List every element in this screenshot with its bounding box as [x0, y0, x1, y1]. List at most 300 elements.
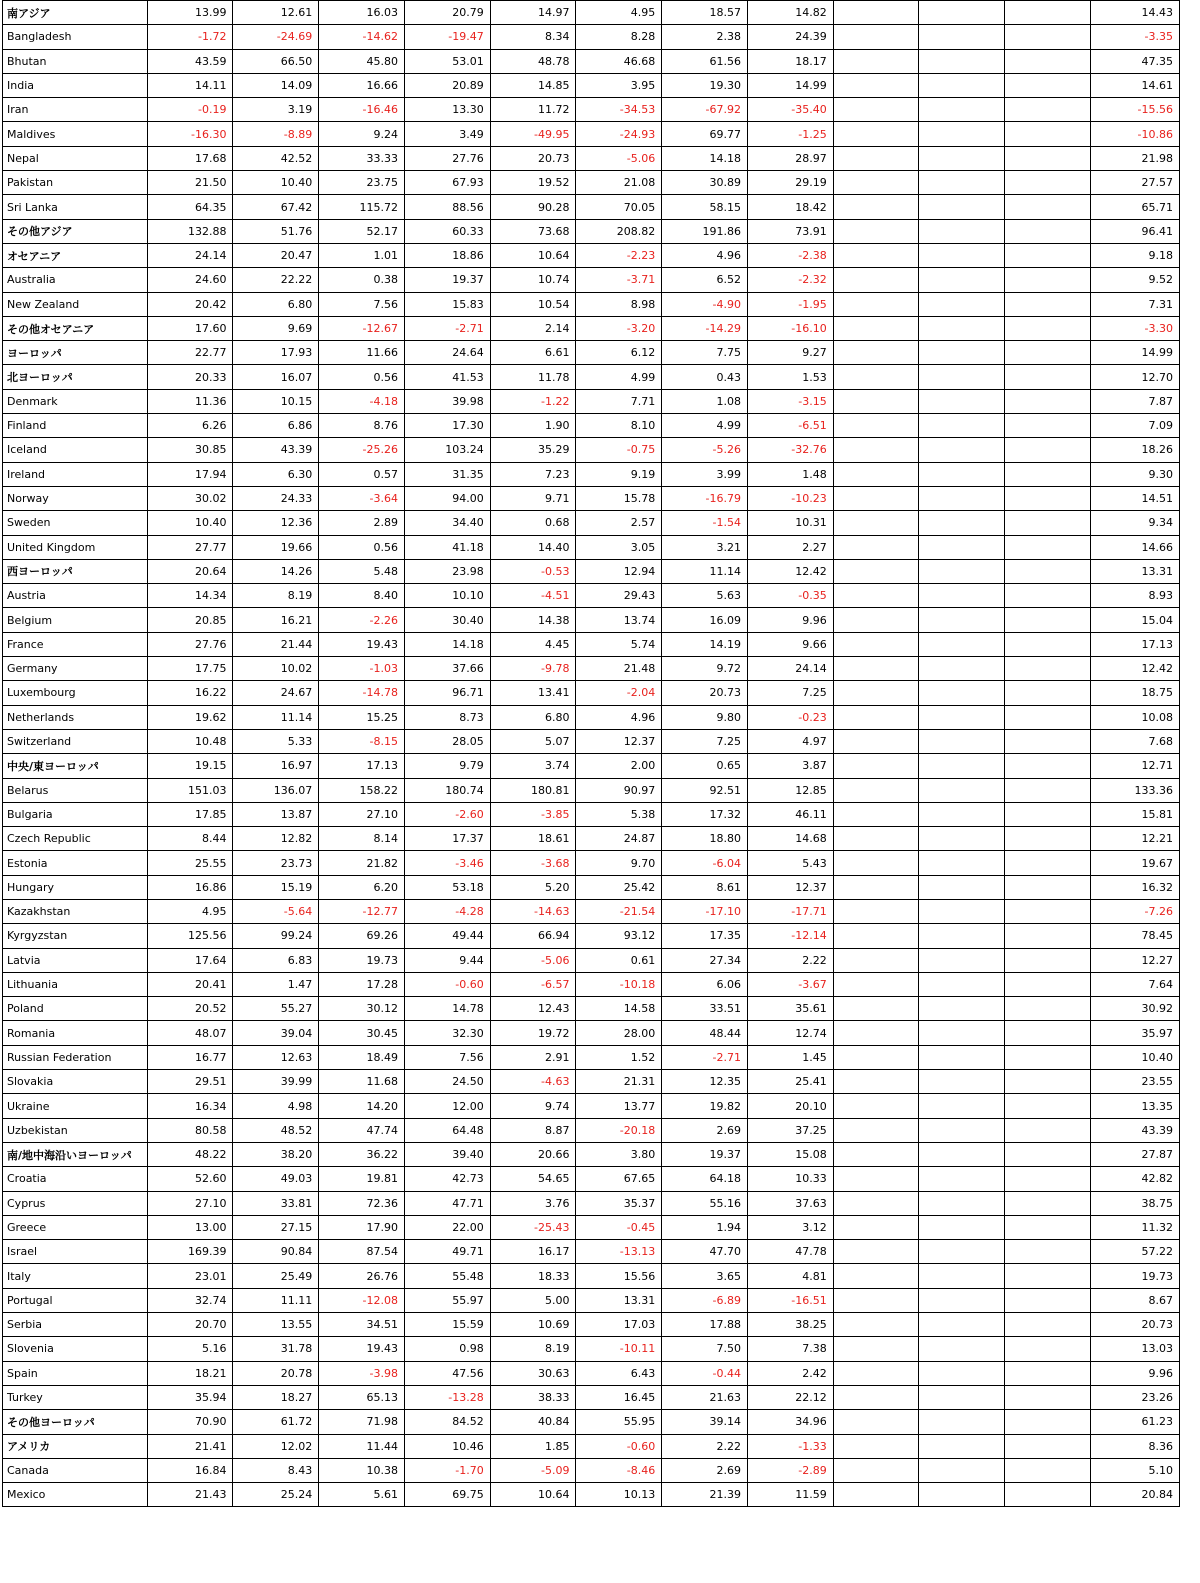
- value-cell: 1.08: [662, 389, 748, 413]
- value-cell: 60.33: [404, 219, 490, 243]
- value-cell: -20.18: [576, 1118, 662, 1142]
- value-cell: 18.57: [662, 1, 748, 25]
- value-cell: 24.67: [233, 681, 319, 705]
- value-cell: 5.00: [490, 1288, 576, 1312]
- value-cell: -17.71: [747, 899, 833, 923]
- empty-cell: [833, 49, 919, 73]
- row-label: Luxembourg: [3, 681, 148, 705]
- table-body: [3, 1, 1180, 1507]
- empty-cell: [833, 1118, 919, 1142]
- empty-cell: [833, 219, 919, 243]
- table-row: [3, 972, 1180, 996]
- empty-cell: [1005, 535, 1091, 559]
- empty-cell: [1005, 341, 1091, 365]
- empty-cell: [833, 73, 919, 97]
- value-cell: 8.98: [576, 292, 662, 316]
- value-cell: 13.31: [576, 1288, 662, 1312]
- value-cell: 12.35: [662, 1070, 748, 1094]
- average-cell: 9.30: [1090, 462, 1179, 486]
- empty-cell: [1005, 1385, 1091, 1409]
- value-cell: -4.63: [490, 1070, 576, 1094]
- value-cell: 8.43: [233, 1458, 319, 1482]
- value-cell: 41.18: [404, 535, 490, 559]
- value-cell: 51.76: [233, 219, 319, 243]
- value-cell: 2.22: [747, 948, 833, 972]
- row-label: Belgium: [3, 608, 148, 632]
- value-cell: 5.38: [576, 802, 662, 826]
- value-cell: 27.15: [233, 1215, 319, 1239]
- value-cell: 69.75: [404, 1483, 490, 1507]
- value-cell: 19.43: [319, 1337, 405, 1361]
- average-cell: 16.32: [1090, 875, 1179, 899]
- value-cell: -0.75: [576, 438, 662, 462]
- average-cell: 11.32: [1090, 1215, 1179, 1239]
- value-cell: 53.01: [404, 49, 490, 73]
- row-label: Turkey: [3, 1385, 148, 1409]
- value-cell: 11.14: [662, 559, 748, 583]
- value-cell: 73.91: [747, 219, 833, 243]
- average-cell: -7.26: [1090, 899, 1179, 923]
- value-cell: 3.12: [747, 1215, 833, 1239]
- average-cell: 7.68: [1090, 729, 1179, 753]
- value-cell: 8.40: [319, 584, 405, 608]
- table-row: [3, 462, 1180, 486]
- value-cell: -2.32: [747, 268, 833, 292]
- value-cell: 35.61: [747, 997, 833, 1021]
- value-cell: 33.51: [662, 997, 748, 1021]
- value-cell: 10.46: [404, 1434, 490, 1458]
- value-cell: 20.64: [147, 559, 233, 583]
- value-cell: -3.68: [490, 851, 576, 875]
- empty-cell: [1005, 657, 1091, 681]
- value-cell: -16.10: [747, 316, 833, 340]
- empty-cell: [833, 1434, 919, 1458]
- table-row: [3, 1483, 1180, 1507]
- empty-cell: [919, 1, 1005, 25]
- average-cell: 9.34: [1090, 511, 1179, 535]
- value-cell: 16.45: [576, 1385, 662, 1409]
- value-cell: 6.52: [662, 268, 748, 292]
- empty-cell: [833, 584, 919, 608]
- empty-cell: [1005, 146, 1091, 170]
- value-cell: 6.12: [576, 341, 662, 365]
- average-cell: 65.71: [1090, 195, 1179, 219]
- empty-cell: [833, 195, 919, 219]
- value-cell: 10.38: [319, 1458, 405, 1482]
- value-cell: 93.12: [576, 924, 662, 948]
- empty-cell: [919, 389, 1005, 413]
- empty-cell: [833, 875, 919, 899]
- empty-cell: [919, 802, 1005, 826]
- row-label: 中央/東ヨーロッパ: [3, 754, 148, 778]
- value-cell: 27.76: [147, 632, 233, 656]
- empty-cell: [1005, 1264, 1091, 1288]
- value-cell: 13.30: [404, 98, 490, 122]
- value-cell: 88.56: [404, 195, 490, 219]
- value-cell: -3.98: [319, 1361, 405, 1385]
- value-cell: 169.39: [147, 1240, 233, 1264]
- average-cell: 133.36: [1090, 778, 1179, 802]
- value-cell: 14.34: [147, 584, 233, 608]
- empty-cell: [833, 1410, 919, 1434]
- value-cell: 6.86: [233, 414, 319, 438]
- value-cell: 19.82: [662, 1094, 748, 1118]
- value-cell: 55.16: [662, 1191, 748, 1215]
- empty-cell: [833, 1313, 919, 1337]
- row-label: Denmark: [3, 389, 148, 413]
- value-cell: -16.79: [662, 486, 748, 510]
- value-cell: 14.26: [233, 559, 319, 583]
- empty-cell: [919, 1288, 1005, 1312]
- empty-cell: [919, 705, 1005, 729]
- value-cell: 1.48: [747, 462, 833, 486]
- value-cell: 19.81: [319, 1167, 405, 1191]
- empty-cell: [833, 729, 919, 753]
- value-cell: -67.92: [662, 98, 748, 122]
- value-cell: 14.68: [747, 827, 833, 851]
- value-cell: 2.22: [662, 1434, 748, 1458]
- table-row: [3, 49, 1180, 73]
- empty-cell: [919, 1167, 1005, 1191]
- row-label: New Zealand: [3, 292, 148, 316]
- value-cell: -16.51: [747, 1288, 833, 1312]
- average-cell: 12.70: [1090, 365, 1179, 389]
- value-cell: 21.50: [147, 171, 233, 195]
- value-cell: 4.95: [147, 899, 233, 923]
- value-cell: 29.19: [747, 171, 833, 195]
- table-row: [3, 827, 1180, 851]
- average-cell: 7.64: [1090, 972, 1179, 996]
- value-cell: 25.42: [576, 875, 662, 899]
- value-cell: -14.78: [319, 681, 405, 705]
- value-cell: 5.74: [576, 632, 662, 656]
- empty-cell: [1005, 632, 1091, 656]
- value-cell: 5.63: [662, 584, 748, 608]
- table-row: [3, 1240, 1180, 1264]
- value-cell: 19.43: [319, 632, 405, 656]
- empty-cell: [833, 511, 919, 535]
- value-cell: 66.94: [490, 924, 576, 948]
- value-cell: 19.73: [319, 948, 405, 972]
- row-label: Ukraine: [3, 1094, 148, 1118]
- value-cell: 90.97: [576, 778, 662, 802]
- value-cell: 14.40: [490, 535, 576, 559]
- value-cell: 1.94: [662, 1215, 748, 1239]
- empty-cell: [1005, 1191, 1091, 1215]
- value-cell: -3.20: [576, 316, 662, 340]
- value-cell: 14.58: [576, 997, 662, 1021]
- average-cell: 12.27: [1090, 948, 1179, 972]
- empty-cell: [833, 657, 919, 681]
- value-cell: 8.73: [404, 705, 490, 729]
- value-cell: 15.83: [404, 292, 490, 316]
- row-label: Sweden: [3, 511, 148, 535]
- row-label: United Kingdom: [3, 535, 148, 559]
- row-label: Slovenia: [3, 1337, 148, 1361]
- table-row: [3, 705, 1180, 729]
- value-cell: -13.13: [576, 1240, 662, 1264]
- empty-cell: [1005, 827, 1091, 851]
- row-label: Serbia: [3, 1313, 148, 1337]
- row-label: Hungary: [3, 875, 148, 899]
- value-cell: 14.18: [662, 146, 748, 170]
- value-cell: 27.10: [319, 802, 405, 826]
- value-cell: 3.49: [404, 122, 490, 146]
- value-cell: 29.43: [576, 584, 662, 608]
- value-cell: 23.01: [147, 1264, 233, 1288]
- average-cell: 9.52: [1090, 268, 1179, 292]
- empty-cell: [919, 1410, 1005, 1434]
- row-label: Greece: [3, 1215, 148, 1239]
- value-cell: 4.97: [747, 729, 833, 753]
- value-cell: 28.97: [747, 146, 833, 170]
- value-cell: 5.20: [490, 875, 576, 899]
- value-cell: 0.56: [319, 535, 405, 559]
- value-cell: 11.36: [147, 389, 233, 413]
- value-cell: 22.00: [404, 1215, 490, 1239]
- value-cell: 24.33: [233, 486, 319, 510]
- value-cell: 20.10: [747, 1094, 833, 1118]
- average-cell: 18.75: [1090, 681, 1179, 705]
- value-cell: 33.33: [319, 146, 405, 170]
- empty-cell: [1005, 486, 1091, 510]
- row-label: Canada: [3, 1458, 148, 1482]
- value-cell: 7.38: [747, 1337, 833, 1361]
- value-cell: 17.13: [319, 754, 405, 778]
- value-cell: -9.78: [490, 657, 576, 681]
- empty-cell: [833, 1021, 919, 1045]
- value-cell: -24.93: [576, 122, 662, 146]
- value-cell: 7.50: [662, 1337, 748, 1361]
- value-cell: 18.42: [747, 195, 833, 219]
- empty-cell: [919, 1070, 1005, 1094]
- row-label: Croatia: [3, 1167, 148, 1191]
- value-cell: 13.41: [490, 681, 576, 705]
- average-cell: 8.67: [1090, 1288, 1179, 1312]
- average-cell: 12.71: [1090, 754, 1179, 778]
- value-cell: 21.48: [576, 657, 662, 681]
- empty-cell: [919, 559, 1005, 583]
- value-cell: 69.77: [662, 122, 748, 146]
- table-row: [3, 948, 1180, 972]
- value-cell: -4.18: [319, 389, 405, 413]
- table-row: [3, 195, 1180, 219]
- table-row: [3, 438, 1180, 462]
- empty-cell: [919, 462, 1005, 486]
- table-row: [3, 584, 1180, 608]
- value-cell: 15.19: [233, 875, 319, 899]
- value-cell: 6.83: [233, 948, 319, 972]
- value-cell: 45.80: [319, 49, 405, 73]
- value-cell: 27.34: [662, 948, 748, 972]
- value-cell: 18.86: [404, 243, 490, 267]
- value-cell: 8.19: [233, 584, 319, 608]
- value-cell: 17.68: [147, 146, 233, 170]
- value-cell: 103.24: [404, 438, 490, 462]
- table-row: [3, 875, 1180, 899]
- empty-cell: [1005, 365, 1091, 389]
- empty-cell: [833, 1167, 919, 1191]
- value-cell: 9.27: [747, 341, 833, 365]
- value-cell: 7.25: [747, 681, 833, 705]
- value-cell: 0.68: [490, 511, 576, 535]
- value-cell: 30.12: [319, 997, 405, 1021]
- value-cell: 52.17: [319, 219, 405, 243]
- value-cell: 24.60: [147, 268, 233, 292]
- value-cell: 20.41: [147, 972, 233, 996]
- value-cell: 7.25: [662, 729, 748, 753]
- value-cell: 2.38: [662, 25, 748, 49]
- value-cell: 0.57: [319, 462, 405, 486]
- value-cell: 80.58: [147, 1118, 233, 1142]
- value-cell: -1.95: [747, 292, 833, 316]
- value-cell: 61.72: [233, 1410, 319, 1434]
- table-row: [3, 341, 1180, 365]
- value-cell: 7.56: [404, 1045, 490, 1069]
- value-cell: 9.79: [404, 754, 490, 778]
- value-cell: 9.72: [662, 657, 748, 681]
- value-cell: 16.03: [319, 1, 405, 25]
- row-label: ヨーロッパ: [3, 341, 148, 365]
- value-cell: 4.96: [662, 243, 748, 267]
- average-cell: 13.31: [1090, 559, 1179, 583]
- row-label: Switzerland: [3, 729, 148, 753]
- value-cell: -2.89: [747, 1458, 833, 1482]
- average-cell: 14.51: [1090, 486, 1179, 510]
- table-row: [3, 1337, 1180, 1361]
- average-cell: -3.30: [1090, 316, 1179, 340]
- value-cell: 30.85: [147, 438, 233, 462]
- value-cell: -6.57: [490, 972, 576, 996]
- empty-cell: [1005, 608, 1091, 632]
- table-row: [3, 146, 1180, 170]
- value-cell: 25.49: [233, 1264, 319, 1288]
- empty-cell: [919, 1191, 1005, 1215]
- average-cell: 38.75: [1090, 1191, 1179, 1215]
- row-label: Nepal: [3, 146, 148, 170]
- empty-cell: [1005, 681, 1091, 705]
- average-cell: 12.42: [1090, 657, 1179, 681]
- value-cell: -49.95: [490, 122, 576, 146]
- empty-cell: [1005, 25, 1091, 49]
- value-cell: 8.44: [147, 827, 233, 851]
- value-cell: 18.21: [147, 1361, 233, 1385]
- empty-cell: [1005, 1483, 1091, 1507]
- value-cell: 14.97: [490, 1, 576, 25]
- row-label: 南アジア: [3, 1, 148, 25]
- value-cell: 30.02: [147, 486, 233, 510]
- value-cell: 2.27: [747, 535, 833, 559]
- row-label: Pakistan: [3, 171, 148, 195]
- empty-cell: [919, 268, 1005, 292]
- row-label: France: [3, 632, 148, 656]
- value-cell: 54.65: [490, 1167, 576, 1191]
- value-cell: 13.99: [147, 1, 233, 25]
- value-cell: 19.72: [490, 1021, 576, 1045]
- value-cell: 30.45: [319, 1021, 405, 1045]
- value-cell: 53.18: [404, 875, 490, 899]
- value-cell: 20.85: [147, 608, 233, 632]
- value-cell: 10.15: [233, 389, 319, 413]
- value-cell: -3.64: [319, 486, 405, 510]
- value-cell: 4.98: [233, 1094, 319, 1118]
- value-cell: 35.37: [576, 1191, 662, 1215]
- value-cell: 70.05: [576, 195, 662, 219]
- row-label: Lithuania: [3, 972, 148, 996]
- empty-cell: [833, 171, 919, 195]
- value-cell: 9.96: [747, 608, 833, 632]
- empty-cell: [1005, 1361, 1091, 1385]
- empty-cell: [919, 875, 1005, 899]
- row-label: Cyprus: [3, 1191, 148, 1215]
- row-label: Italy: [3, 1264, 148, 1288]
- value-cell: -25.43: [490, 1215, 576, 1239]
- empty-cell: [1005, 1410, 1091, 1434]
- value-cell: 25.41: [747, 1070, 833, 1094]
- value-cell: 16.21: [233, 608, 319, 632]
- row-label: Portugal: [3, 1288, 148, 1312]
- value-cell: 4.96: [576, 705, 662, 729]
- value-cell: 12.36: [233, 511, 319, 535]
- value-cell: 87.54: [319, 1240, 405, 1264]
- value-cell: 38.20: [233, 1142, 319, 1166]
- value-cell: 22.22: [233, 268, 319, 292]
- table-row: [3, 1191, 1180, 1215]
- value-cell: 66.50: [233, 49, 319, 73]
- value-cell: 12.00: [404, 1094, 490, 1118]
- value-cell: 38.25: [747, 1313, 833, 1337]
- value-cell: -21.54: [576, 899, 662, 923]
- value-cell: 15.78: [576, 486, 662, 510]
- value-cell: 11.14: [233, 705, 319, 729]
- value-cell: 12.37: [747, 875, 833, 899]
- value-cell: 12.61: [233, 1, 319, 25]
- value-cell: 208.82: [576, 219, 662, 243]
- value-cell: 34.40: [404, 511, 490, 535]
- empty-cell: [919, 122, 1005, 146]
- empty-cell: [919, 1118, 1005, 1142]
- table-row: [3, 1361, 1180, 1385]
- table-row: [3, 754, 1180, 778]
- empty-cell: [833, 414, 919, 438]
- value-cell: 12.02: [233, 1434, 319, 1458]
- value-cell: 24.50: [404, 1070, 490, 1094]
- average-cell: 21.98: [1090, 146, 1179, 170]
- value-cell: -5.64: [233, 899, 319, 923]
- value-cell: 39.40: [404, 1142, 490, 1166]
- average-cell: 9.18: [1090, 243, 1179, 267]
- value-cell: 55.48: [404, 1264, 490, 1288]
- value-cell: 14.11: [147, 73, 233, 97]
- empty-cell: [833, 632, 919, 656]
- value-cell: 16.86: [147, 875, 233, 899]
- value-cell: 1.47: [233, 972, 319, 996]
- value-cell: 18.27: [233, 1385, 319, 1409]
- value-cell: -14.62: [319, 25, 405, 49]
- value-cell: 6.26: [147, 414, 233, 438]
- value-cell: 41.53: [404, 365, 490, 389]
- value-cell: 28.00: [576, 1021, 662, 1045]
- table-row: [3, 608, 1180, 632]
- value-cell: 33.81: [233, 1191, 319, 1215]
- value-cell: 2.42: [747, 1361, 833, 1385]
- value-cell: 32.74: [147, 1288, 233, 1312]
- table-row: [3, 292, 1180, 316]
- average-cell: 35.97: [1090, 1021, 1179, 1045]
- value-cell: 32.30: [404, 1021, 490, 1045]
- empty-cell: [833, 486, 919, 510]
- value-cell: 69.26: [319, 924, 405, 948]
